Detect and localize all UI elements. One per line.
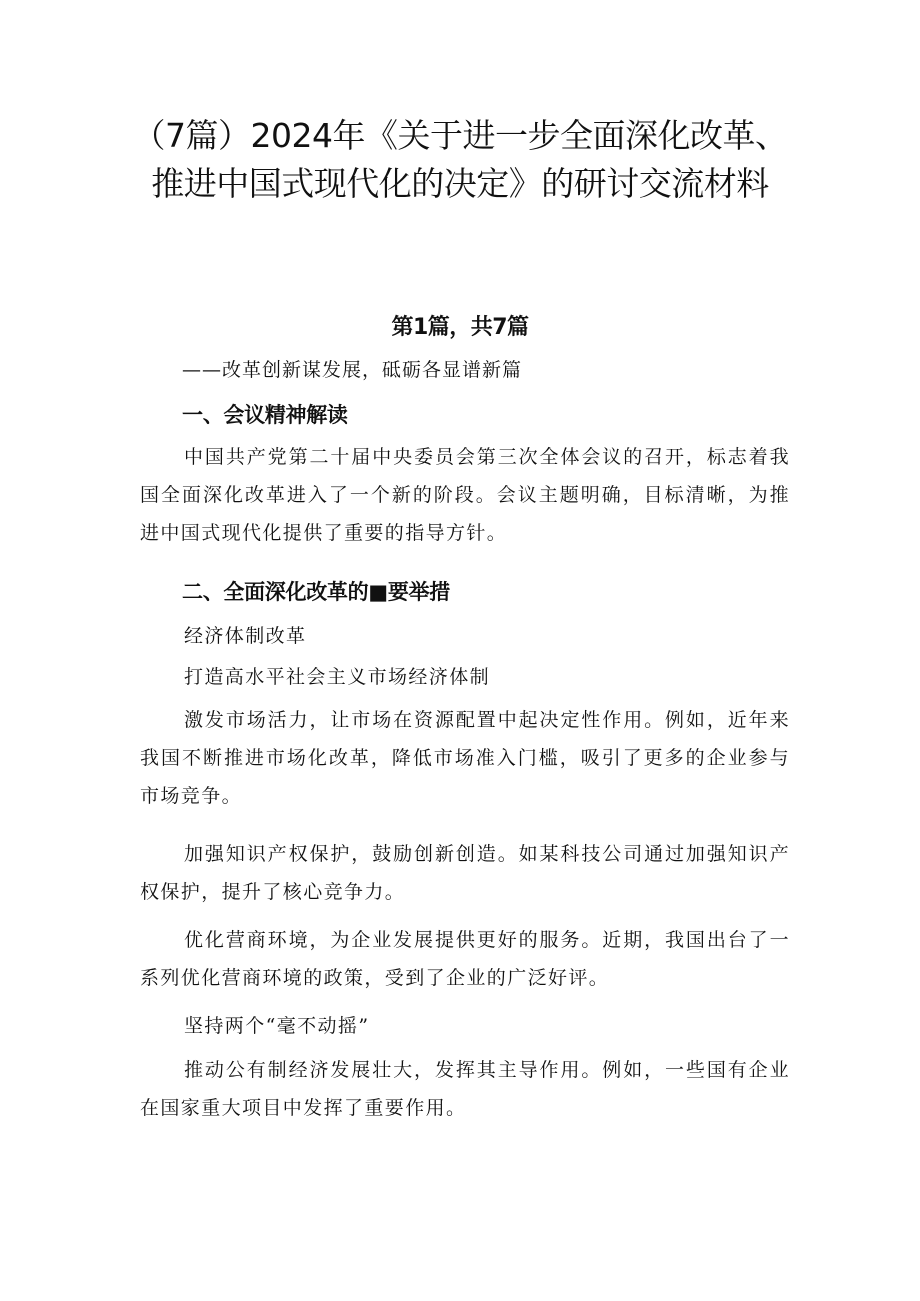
subtitle: ——改革创新谋发展，砥砺各显谱新篇 (182, 359, 523, 381)
document-title: （7篇）2024年《关于进一步全面深化改革、推进中国式现代化的决定》的研讨交流材料 (132, 116, 788, 203)
paragraph-meeting-spirit: 中国共产党第二十届中央委员会第三次全体会议的召开，标志着我国全面深化改革进入了一个新的阶段。会议主题明确，目标清晰，为推进中国式现代化提供了重要的指导方针。 (140, 446, 790, 544)
item-two-unwavering: 坚持两个“毫不动摇” (184, 1015, 370, 1037)
paragraph-public-economy: 推动公有制经济发展壮大，发挥其主导作用。例如，一些国有企业在国家重大项目中发挥了重要作用。 (140, 1059, 790, 1119)
section-count: 第1篇，共7篇 (391, 315, 529, 340)
section-heading-1: 一、会议精神解读 (182, 403, 348, 427)
item-economic-reform: 经济体制改革 (184, 625, 307, 647)
paragraph-ip-protection: 加强知识产权保护，鼓励创新创造。如某科技公司通过加强知识产权保护，提升了核心竞争力。 (140, 843, 790, 903)
item-market-economy-system: 打造高水平社会主义市场经济体制 (184, 666, 491, 688)
paragraph-market-vitality: 激发市场活力，让市场在资源配置中起决定性作用。例如，近年来我国不断推进市场化改革，降低市场准入门槛，吸引了更多的企业参与市场竞争。 (140, 709, 790, 807)
section-heading-2: 二、全面深化改革的■要举措 (182, 580, 450, 604)
paragraph-business-environment: 优化营商环境，为企业发展提供更好的服务。近期，我国出台了一系列优化营商环境的政策，受到了企业的广泛好评。 (140, 929, 790, 989)
